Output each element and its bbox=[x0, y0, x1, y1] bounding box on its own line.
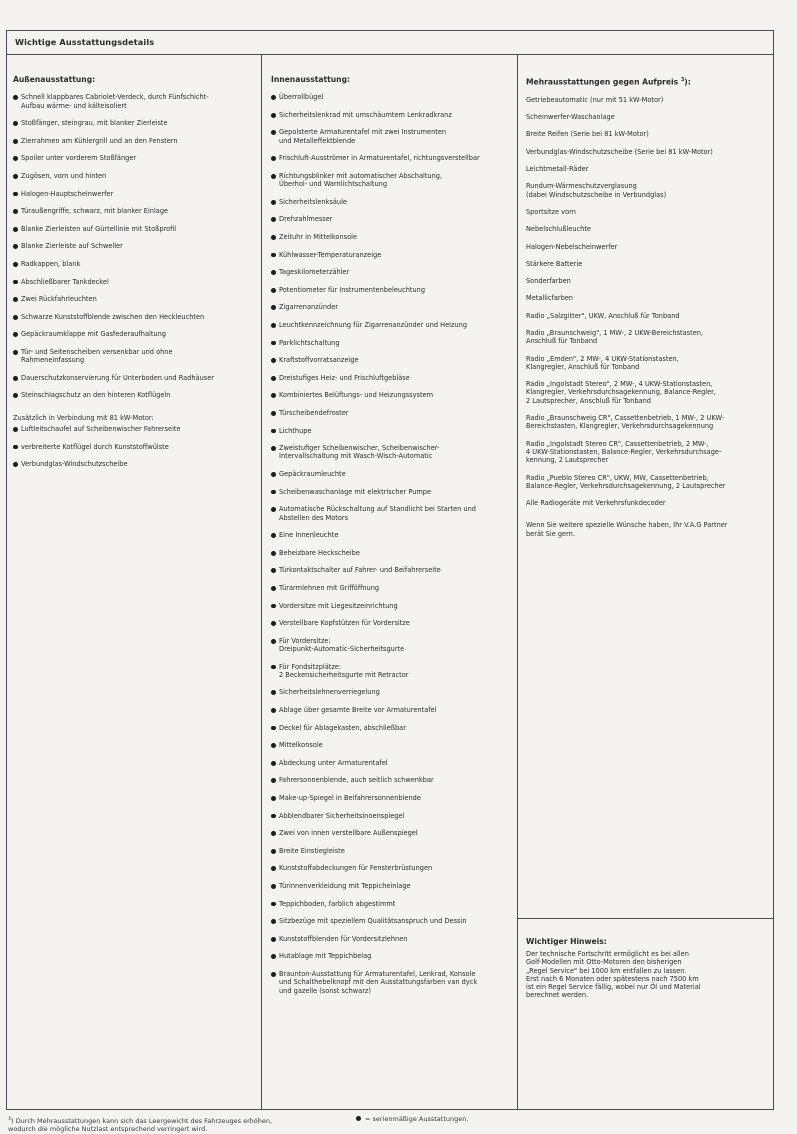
interior-item: Zweistufiger Scheibenwischer, Scheibenwischer- Intervallschaltung mit Wasch-Wisch-Automatic bbox=[271, 444, 511, 461]
page-title: Wichtige Ausstattungsdetails bbox=[15, 37, 155, 47]
interior-item: Scheibenwaschanlage mit elektrischer Pumpe bbox=[271, 488, 511, 496]
option-item: Radio „Ingolstadt Stereo CR", Cassettenbetrieb, 2 MW-, 4 UKW-Stationstasten, Balance-Regler, Verkehrsdurchsage- kennung, 2 Lautsprecher bbox=[526, 439, 722, 465]
option-item: Radio „Pueblo Stereo CR", UKW, MW, Cassettenbetrieb, Balance-Regler, Verkehrsdurchsagekennung, 2 Lautsprecher bbox=[526, 473, 726, 490]
options-heading-text: Mehrausstattungen gegen Aufpreis bbox=[526, 77, 679, 87]
interior-item: Tageskilometerzähler bbox=[271, 268, 511, 276]
exterior-item: Blanke Zierleiste auf Schweller bbox=[13, 242, 257, 250]
interior-item: Abblendbarer Sicherheitsinnenspiegel bbox=[271, 812, 511, 820]
exterior-item: Zugösen, vorn und hinten bbox=[13, 172, 257, 180]
options-closing: Wenn Sie weitere spezielle Wünsche haben, Ihr V.A.G Partner berät Sie gern. bbox=[526, 521, 728, 538]
notice-divider bbox=[517, 918, 774, 919]
option-item: Nebelschlußleuchte bbox=[526, 225, 591, 234]
interior-item: Sicherheitslehnenverriegelung bbox=[271, 688, 511, 696]
interior-list bbox=[271, 93, 511, 995]
interior-item: Für Fondsitzplätze: 2 Beckensicherheitsgurte mit Retractor bbox=[271, 663, 511, 680]
legend bbox=[356, 1116, 556, 1124]
interior-item: Kunststoffblenden für Vordersitzlehnen bbox=[271, 935, 511, 943]
interior-column bbox=[271, 76, 511, 1004]
footnote bbox=[8, 1116, 348, 1133]
interior-item: Türarmlehnen mit Grifföffnung bbox=[271, 584, 511, 592]
exterior-item: Abschließbarer Tankdeckel bbox=[13, 278, 257, 286]
interior-item: Kunststoffabdeckungen für Fensterbrüstungen bbox=[271, 864, 511, 872]
interior-item: Make-up-Spiegel in Beifahrersonnenblende bbox=[271, 794, 511, 802]
interior-item: Lichthupe bbox=[271, 427, 511, 435]
interior-item: Zwei von innen verstellbare Außenspiegel bbox=[271, 829, 511, 837]
interior-item: Kraftstoffvorratsanzeige bbox=[271, 356, 511, 364]
interior-item: Kombiniertes Belüftungs- und Heizungssystem bbox=[271, 391, 511, 399]
interior-item: Drehzahlmesser bbox=[271, 215, 511, 223]
exterior-item: Schwarze Kunststoffblende zwischen den Heckleuchten bbox=[13, 313, 257, 321]
option-item: Scheinwerfer-Waschanlage bbox=[526, 113, 615, 122]
interior-heading: Innenausstattung: bbox=[271, 75, 351, 84]
interior-item: Überrollbügel bbox=[271, 93, 511, 101]
exterior-item: Halogen-Hauptscheinwerfer bbox=[13, 190, 257, 198]
interior-item: Türscheibendefroster bbox=[271, 409, 511, 417]
interior-item: Breite Einstiegleiste bbox=[271, 847, 511, 855]
option-item: Radio „Salzgitter", UKW, Anschluß für Tonband bbox=[526, 311, 680, 320]
option-item: Leichtmetall-Räder bbox=[526, 165, 589, 174]
exterior-extra-item: verbreiterte Kotflügel durch Kunststoffwülste bbox=[13, 443, 257, 451]
exterior-item: Spoiler unter vorderem Stoßfänger bbox=[13, 154, 257, 162]
header-divider bbox=[6, 54, 774, 55]
interior-item: Zeituhr in Mittelkonsole bbox=[271, 233, 511, 241]
exterior-extra-list bbox=[13, 425, 257, 468]
exterior-item: Blanke Zierleisten auf Gürtellinie mit Stoßprofil bbox=[13, 225, 257, 233]
options-list bbox=[526, 96, 768, 508]
column-divider-left bbox=[261, 54, 262, 1110]
exterior-item: Dauerschutzkonservierung für Unterboden und Radhäuser bbox=[13, 374, 257, 382]
notice-box bbox=[526, 938, 766, 999]
footnote-sup: 3 bbox=[8, 1117, 11, 1122]
interior-item: Dreistufiges Heiz- und Frischluftgebläse bbox=[271, 374, 511, 382]
option-item: Metallicfarben bbox=[526, 294, 573, 303]
option-item: Stärkere Batterie bbox=[526, 259, 583, 268]
interior-item: Für Vordersitze: Dreipunkt-Automatic-Sicherheitsgurte bbox=[271, 637, 511, 654]
exterior-item: Gepäckraumklappe mit Gasfederaufhaltung bbox=[13, 330, 257, 338]
footnote-suffix: ) bbox=[10, 1117, 14, 1126]
exterior-item: Stoßfänger, steingrau, mit blanker Zierleiste bbox=[13, 119, 257, 127]
interior-item: Richtungsblinker mit automatischer Abschaltung, Überhol- und Warnlichtschaltung bbox=[271, 172, 511, 189]
interior-item: Fahrersonnenblende, auch seitlich schwenkbar bbox=[271, 776, 511, 784]
option-item: Breite Reifen (Serie bei 81 kW-Motor) bbox=[526, 130, 649, 139]
option-item: Sportsitze vorn bbox=[526, 207, 576, 216]
interior-item: Braunton-Ausstattung für Armaturentafel, Lenkrad, Konsole und Schalthebelknopf mit den Ausstattungsfarben van dyck und gazelle (sonst schwarz) bbox=[271, 970, 511, 995]
exterior-item: Schnell klappbares Cabriolet-Verdeck, durch Fünfschicht- Aufbau wärme- und kälteisoliert bbox=[13, 93, 257, 110]
exterior-item: Türaußengriffe, schwarz, mit blanker Einlage bbox=[13, 207, 257, 215]
option-item: Getriebeautomatic (nur mit 51 kW-Motor) bbox=[526, 95, 664, 104]
footnote-text: Durch Mehrausstattungen kann sich das Leergewicht des Fahrzeuges erhöhen, wodurch die mögliche Nutzlast entsprechend verringert wird. bbox=[8, 1117, 273, 1133]
interior-item: Sitzbezüge mit speziellem Qualitätsanspruch und Dessin bbox=[271, 917, 511, 925]
notice-text: Der technische Fortschritt ermöglicht es bei allen Golf-Modellen mit Otto-Motoren den bisherigen „Regel Service" bei 1000 km entfallen zu lassen. Erst nach 6 Monaten oder spätestens nach 7500 km ist ein Regel Service fällig, wobei nur Öl und Material berechnet werden. bbox=[526, 950, 701, 1000]
exterior-item: Radkappen, blank bbox=[13, 260, 257, 268]
interior-item: Sicherheitslenkrad mit umschäumtem Lenkradkranz bbox=[271, 111, 511, 119]
interior-item: Zigarrenanzünder bbox=[271, 303, 511, 311]
interior-item: Potentiometer für Instrumentenbeleuchtung bbox=[271, 286, 511, 294]
options-heading bbox=[526, 76, 768, 87]
interior-item: Leuchtkennzeichnung für Zigarrenanzünder und Heizung bbox=[271, 321, 511, 329]
option-item: Halogen-Nebelscheinwerfer bbox=[526, 242, 618, 251]
option-item: Rundum-Wärmeschutzverglasung (dabei Windschutzscheibe in Verbundglas) bbox=[526, 182, 667, 199]
interior-item: Parklichtschaltung bbox=[271, 339, 511, 347]
option-item: Alle Radiogeräte mit Verkehrsfunkdecoder bbox=[526, 499, 666, 508]
option-item: Radio „Braunschweig CR", Cassettenbetrieb, 1 MW-, 2 UKW- Bereichstasten, Klangregler, Verkehrsdurchsagekennung bbox=[526, 414, 725, 431]
interior-item: Deckel für Ablagekasten, abschließbar bbox=[271, 724, 511, 732]
exterior-extra-intro: Zusätzlich in Verbindung mit 81 kW-Motor: bbox=[13, 413, 154, 422]
exterior-list bbox=[13, 93, 257, 399]
option-item: Radio „Braunschweig", 1 MW-, 2 UKW-Bereichstasten, Anschluß für Tonband bbox=[526, 328, 704, 346]
exterior-item: Tür- und Seitenscheiben versenkbar und ohne Rahmeneinfassung bbox=[13, 348, 257, 365]
interior-item: Sicherheitslenksäule bbox=[271, 198, 511, 206]
interior-item: Türkontaktschalter auf Fahrer- und Beifahrerseite bbox=[271, 566, 511, 574]
interior-item: Teppichboden, farblich abgestimmt bbox=[271, 900, 511, 908]
interior-item: Beheizbare Heckscheibe bbox=[271, 549, 511, 557]
option-item: Radio „Ingolstadt Stereo", 2 MW-, 4 UKW-Stationstasten, Klangregler, Verkehrsdurchsagekennung, Balance-Regler, 2 Lautsprecher, Anschluß für Tonband bbox=[526, 380, 716, 405]
interior-item: Vordersitze mit Liegesitzeinrichtung bbox=[271, 602, 511, 610]
exterior-item: Zwei Rückfahrleuchten bbox=[13, 295, 257, 303]
interior-item: Hutablage mit Teppichbelag bbox=[271, 952, 511, 960]
exterior-heading: Außenausstattung: bbox=[13, 75, 96, 84]
column-divider-right bbox=[517, 54, 518, 1110]
interior-item: Frischluft-Ausströmer in Armaturentafel, richtungsverstellbar bbox=[271, 154, 511, 162]
option-item: Radio „Emden", 2 MW-, 4 UKW-Stationstasten, Klangregler, Anschluß für Tonband bbox=[526, 354, 679, 371]
interior-item: Ablage über gesamte Breite vor Armaturentafel bbox=[271, 706, 511, 714]
notice-title: Wichtiger Hinweis: bbox=[526, 937, 607, 946]
exterior-extra-item: Luftleitschaufel auf Scheibenwischer Fahrerseite bbox=[13, 425, 257, 433]
option-item: Sonderfarben bbox=[526, 277, 571, 286]
exterior-item: Zierrahmen am Kühlergrill und an den Fenstern bbox=[13, 137, 257, 145]
interior-item: Gepolsterte Armaturentafel mit zwei Instrumenten und Metalleffektblende bbox=[271, 128, 511, 145]
interior-item: Automatische Rückschaltung auf Standlicht bei Starten und Abstellen des Motors bbox=[271, 505, 511, 522]
exterior-extra-item: Verbundglas-Windschutzscheibe bbox=[13, 460, 257, 468]
option-item: Verbundglas-Windschutzscheibe (Serie bei 81 kW-Motor) bbox=[526, 147, 713, 156]
exterior-column bbox=[13, 76, 257, 478]
options-heading-sup: 3 bbox=[680, 77, 685, 83]
interior-item: Mittelkonsole bbox=[271, 741, 511, 749]
exterior-item: Steinschlagschutz an den hinteren Kotflügeln bbox=[13, 391, 257, 399]
bullet-icon bbox=[356, 1116, 361, 1121]
interior-item: Türinnenverkleidung mit Teppicheinlage bbox=[271, 882, 511, 890]
interior-item: Gepäckraumleuchte bbox=[271, 470, 511, 478]
interior-item: Eine Innenleuchte bbox=[271, 531, 511, 539]
interior-item: Verstellbare Kopfstützen für Vordersitze bbox=[271, 619, 511, 627]
interior-item: Abdeckung unter Armaturentafel bbox=[271, 759, 511, 767]
options-column bbox=[526, 76, 768, 538]
legend-text: = serienmäßige Ausstattungen. bbox=[365, 1115, 469, 1123]
options-heading-suffix: ): bbox=[684, 77, 691, 87]
interior-item: Kühlwasser-Temperaturanzeige bbox=[271, 251, 511, 259]
